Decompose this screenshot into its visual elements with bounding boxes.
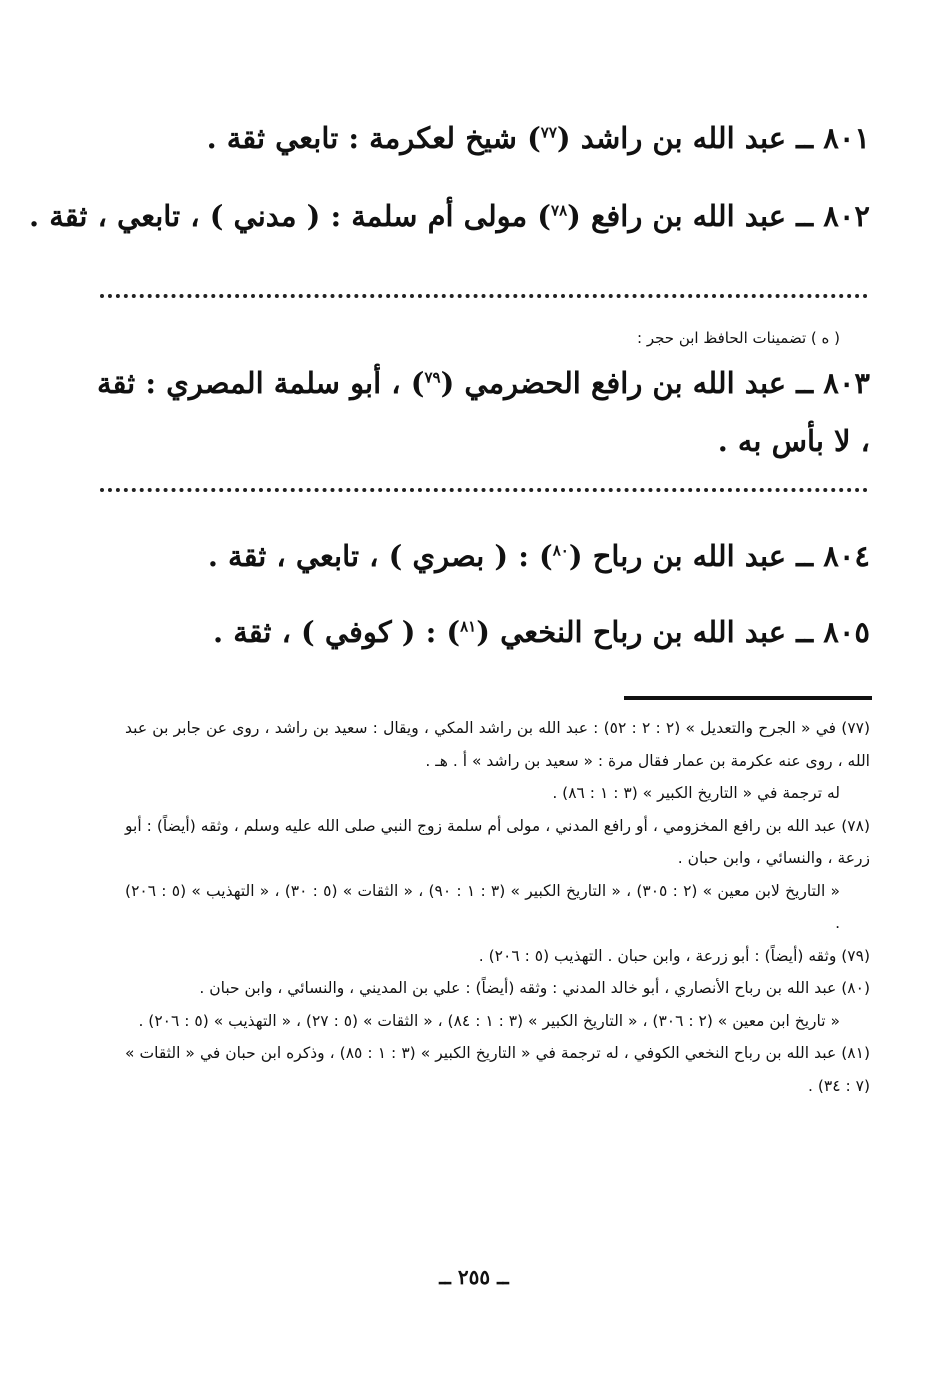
- entry-805: [80, 602, 870, 662]
- footnote-81: (٨١) عبد الله بن رباح النخعي الكوفي ، له ترجمة في « التاريخ الكبير » (٣ : ١ : ٨٥) ، وذكره ابن حبان في « الثقات » (٧ : ٣٤) .: [125, 1044, 870, 1095]
- footnote-79: (٧٩) وثقه (أيضاً) : أبو زرعة ، وابن حبان . التهذيب (٥ : ٢٠٦) .: [478, 946, 870, 965]
- footnote-78: (٧٨) عبد الله بن رافع المخزومي ، أو رافع المدني ، مولى أم سلمة زوج النبي صلى الله عليه وسلم ، وثقه (أيضاً) : أبو زرعة ، والنسائي ، وابن حبان .: [125, 816, 870, 867]
- entry-text: ) : ( كوفي ) ، ثقة .: [213, 615, 461, 649]
- entry-text: ) مولى أم سلمة : ( مدني ) ، تابعي ، ثقة .: [29, 199, 552, 233]
- insertion-note: ( ه ) تضمينات الحافظ ابن حجر :: [637, 329, 840, 347]
- footnote-80-refs: « تاريخ ابن معين » (٢ : ٣٠٦) ، « التاريخ الكبير » (٣ : ١ : ٨٤) ، « الثقات » (٥ : ٢٧) ، « التهذيب » (٥ : ٢٠٦) .: [138, 1011, 840, 1030]
- footnote-ref[interactable]: ٧٨: [551, 201, 568, 220]
- page-number: ــ ٢٥٥ ــ: [439, 1265, 509, 1289]
- entry-803: [80, 354, 870, 470]
- entry-text: ٨٠٣ ــ عبد الله بن رافع الحضرمي (: [440, 366, 870, 400]
- entry-text: ٨٠١ ــ عبد الله بن راشد (: [556, 121, 870, 155]
- footnote-80: (٨٠) عبد الله بن رباح الأنصاري ، أبو خالد المدني : وثقه (أيضاً) : علي بن المديني ، والنسائي ، وابن حبان .: [199, 979, 870, 997]
- footnotes: [125, 712, 870, 1102]
- entry-text: ) شيخ لعكرمة : تابعي ثقة .: [206, 121, 541, 155]
- entry-text: ) ، أبو سلمة المصري : ثقة ، لا بأس به .: [96, 366, 870, 458]
- footnote-ref[interactable]: ٧٧: [540, 123, 557, 142]
- footnote-ref[interactable]: ٧٩: [424, 368, 441, 387]
- footnote-77: (٧٧) في « الجرح والتعديل » (٢ : ٢ : ٥٢) : عبد الله بن راشد المكي ، ويقال : سعيد بن راشد ، روى عن جابر بن عبد الله ، روى عنه عكرمة بن عمار فقال مرة : « سعيد بن راشد » أ . هـ .: [125, 719, 871, 770]
- entry-text: ٨٠٢ ــ عبد الله بن رافع (: [567, 199, 870, 233]
- entry-802: [29, 186, 870, 246]
- footnote-ref[interactable]: ٨٠: [552, 541, 569, 560]
- entry-text: ٨٠٥ ــ عبد الله بن رباح النخعي (: [476, 615, 870, 649]
- dotted-separator: [100, 294, 868, 298]
- footnote-77-ref: له ترجمة في « التاريخ الكبير » (٣ : ١ : ٨٦) .: [552, 784, 840, 802]
- dotted-separator: [100, 488, 868, 492]
- entry-text: ٨٠٤ ــ عبد الله بن رباح (: [568, 539, 870, 573]
- entry-804: [80, 526, 870, 586]
- entry-801: [80, 108, 870, 168]
- footnote-rule: [624, 696, 872, 700]
- entry-text: ) : ( بصري ) ، تابعي ، ثقة .: [207, 539, 553, 573]
- footnote-78-refs: « التاريخ لابن معين » (٢ : ٣٠٥) ، « التاريخ الكبير » (٣ : ١ : ٩٠) ، « الثقات » (٥ : ٣٠) ، « التهذيب » (٥ : ٢٠٦) .: [125, 881, 841, 932]
- footnote-ref[interactable]: ٨١: [460, 617, 477, 636]
